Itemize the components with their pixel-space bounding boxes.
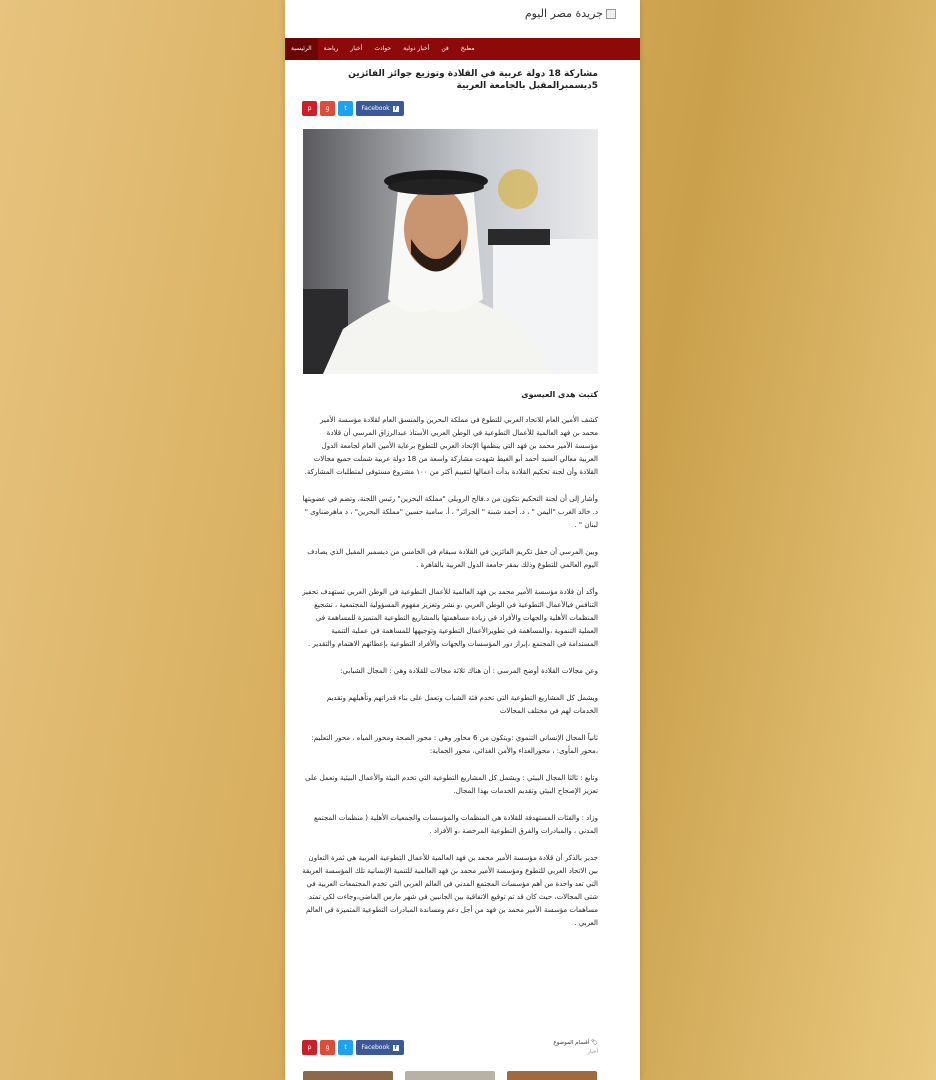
tag-icon: 🏷 <box>591 1040 598 1046</box>
related-thumbnails <box>303 1071 597 1080</box>
facebook-share-label: Facebook <box>361 105 390 112</box>
nav-item-home[interactable]: الرئيسية <box>285 38 318 60</box>
pinterest-share-button[interactable]: p <box>302 1040 317 1055</box>
site-logo-text: جريدة مصر اليوم <box>524 7 603 20</box>
tag-link[interactable]: أخبار <box>587 1049 598 1055</box>
nav-item-accidents[interactable]: حوادث <box>374 45 392 52</box>
pinterest-share-button[interactable]: p <box>302 101 317 116</box>
article-paragraph: وأكد أن قلادة مؤسسة الأمير محمد بن فهد العالمية للأعمال التطوعية في الوطن العربي تستهدف تحفيز التنافس فيالأعمال التطوعية في الوطن العربي ،و نشر وتعزيز مفهوم المسؤولية المجتمعية ، تشجيع المنظمات الأهلية والجهات والأفراد في زيادة مساهمتها بالمشاريع التطوعية المتميزة للمساهمة في العملية التنموية ،والمساهمة في تطويرالأعمال التطوعية وتوجيهها للمساهمة في عملية التنمية المستدامة في المجتمع ،إبراز دور المؤسسات والجهات والأفراد التطوعية بإعطائهم الاهتمام والتقدير . <box>302 588 598 648</box>
facebook-icon: f <box>394 105 397 112</box>
nav-item-art[interactable]: فن <box>441 45 449 52</box>
nav-item-kitchen[interactable]: مطبخ <box>460 45 475 52</box>
article-title: مشاركة 18 دولة عربية في القلادة وتوزيع جوائز الفائزين 5ديسمبرالمقبل بالجامعة العربية <box>348 69 598 91</box>
article <box>285 68 640 930</box>
article-paragraph: وعن مجالات القلادة أوضح المرسي : أن هناك ثلاثة مجالات للقلادة وهي : المجال الشبابي: <box>340 667 598 675</box>
share-bar-top <box>302 101 598 116</box>
facebook-icon: f <box>394 1044 397 1051</box>
twitter-share-button[interactable]: t <box>338 101 353 116</box>
google-plus-share-button[interactable]: g <box>320 1040 335 1055</box>
article-photo <box>303 129 598 374</box>
article-paragraph: وأشار إلى أن لجنة التحكيم تتكون من د.فالح الرويلي "مملكة البحرين" رئيس اللجنة، وتضم في عضويتها د. خالد الغرب "اليمن " ، د. أحمد شبنة " الجزائر" ، أ. سامية حسين "مملكة البحرين" ، د ماهرضناوى " لبنان " . <box>302 495 598 529</box>
tags-label: أقسام الموضوع <box>553 1040 590 1046</box>
article-paragraph: وتابع : ثالثا المجال البيئي : ويشمل كل المشاريع التطوعية التي تخدم البيئة والأعمال البيئية وتعمل على تعزيز الإصحاح البيئي وتقديم الخدمات بهذا المجال. <box>305 774 598 795</box>
article-paragraph: كشف الأمين العام للاتحاد العربي للتطوع في مملكة البحرين والمنسق العام لقلادة مؤسسة الأمير محمد بن فهد العالمية للأعمال التطوعية في الوطن العربي الأستاذ عبدالرزاق المرسي أن قلادة مؤسسة الأمير محمد بن فهد التي ينظمها الإتحاد العربي للتطوع برعاية الأمين العام لجامعة الدول العربية معالي السيد أحمد أبو الغيط شهدت مشاركة واسعة من 18 دولة عربية شملت جميع مجالات القلادة وأن لجنة تحكيم القلادة بدأت أعمالها لتقييم أكثر من ١٠٠ مشروع مستوفى لمتطلبات المشاركة. <box>304 416 598 476</box>
article-paragraph: وبين المرسي أن حفل تكريم الفائزين في القلادة سيقام في الخامس من ديسمبر المقبل الذي يصادف اليوم العالمي للتطوع وذلك بمقر جامعة الدول العربية بالقاهرة . <box>307 548 598 569</box>
broken-image-icon <box>606 9 616 19</box>
article-author: كتبت هدى العيسوى <box>521 390 598 399</box>
site-header <box>285 0 640 38</box>
related-thumbnail[interactable] <box>303 1071 393 1080</box>
main-nav <box>285 38 640 60</box>
article-paragraph: ثانياً المجال الإنساني التنموي :ويتكون من 6 محاور وهي : محور الصحة ومحور المياه ، محور التعليم: ،محور المأوى: ، محورالغذاء والأمن الغذائي، محور الحماية: <box>311 734 598 755</box>
article-tags <box>553 1040 598 1055</box>
site-logo[interactable] <box>525 7 616 20</box>
facebook-share-button[interactable] <box>356 1040 404 1055</box>
article-paragraph: ويشمل كل المشاريع التطوعية التي تخدم فئة الشباب وتعمل على بناء قدراتهم وتأهيلهم وتقديم الخدمات لهم في مختلف المجالات <box>326 694 598 715</box>
related-thumbnail[interactable] <box>405 1071 495 1080</box>
article-paragraph: وزاد : والفئات المستهدفة للقلادة هي المنظمات والمؤسسات والجمعيات الأهلية ( منظمات المجتمع المدني ، والمبادرات والفرق التطوعية المرخصة ،و الأفراد . <box>313 814 598 835</box>
facebook-share-button[interactable] <box>356 101 404 116</box>
person-portrait-illustration <box>303 129 598 374</box>
page-container <box>285 0 640 1080</box>
article-paragraph: جدير بالذكر أن قلادة مؤسسة الأمير محمد بن فهد العالمية للأعمال التطوعية العربية هي ثمرة التعاون بين الاتحاد العربي للتطوع ومؤسسة الأمير محمد بن فهد العالمية للتنمية الإنسانية تلك المؤسسة العريقة التي تعد واحدة من أهم مؤسسات المجتمع المدني في العالم العربي التي تخدم المجتمعات العربية في شتى المجالات، حيث كان قد تم توقيع الاتفاقية بين الجانبين في شهر مارس الماضي،وجاءت لكي تمتد مساهمات مؤسسة الأمير محمد بن فهد من أجل دعم ومساندة المبادرات التطوعية المتميزة في العالم العربي . <box>302 854 598 927</box>
related-thumbnail[interactable] <box>507 1071 597 1080</box>
twitter-share-button[interactable]: t <box>338 1040 353 1055</box>
nav-item-news[interactable]: أخبار <box>350 45 363 52</box>
google-plus-share-button[interactable]: g <box>320 101 335 116</box>
article-body <box>302 414 598 930</box>
nav-item-sports[interactable]: رياضة <box>323 45 339 52</box>
nav-item-world-news[interactable]: أخبار دولية <box>403 45 430 52</box>
article-footer-meta <box>302 1040 598 1055</box>
share-bar-bottom <box>302 1040 404 1055</box>
facebook-share-label: Facebook <box>361 1044 390 1051</box>
